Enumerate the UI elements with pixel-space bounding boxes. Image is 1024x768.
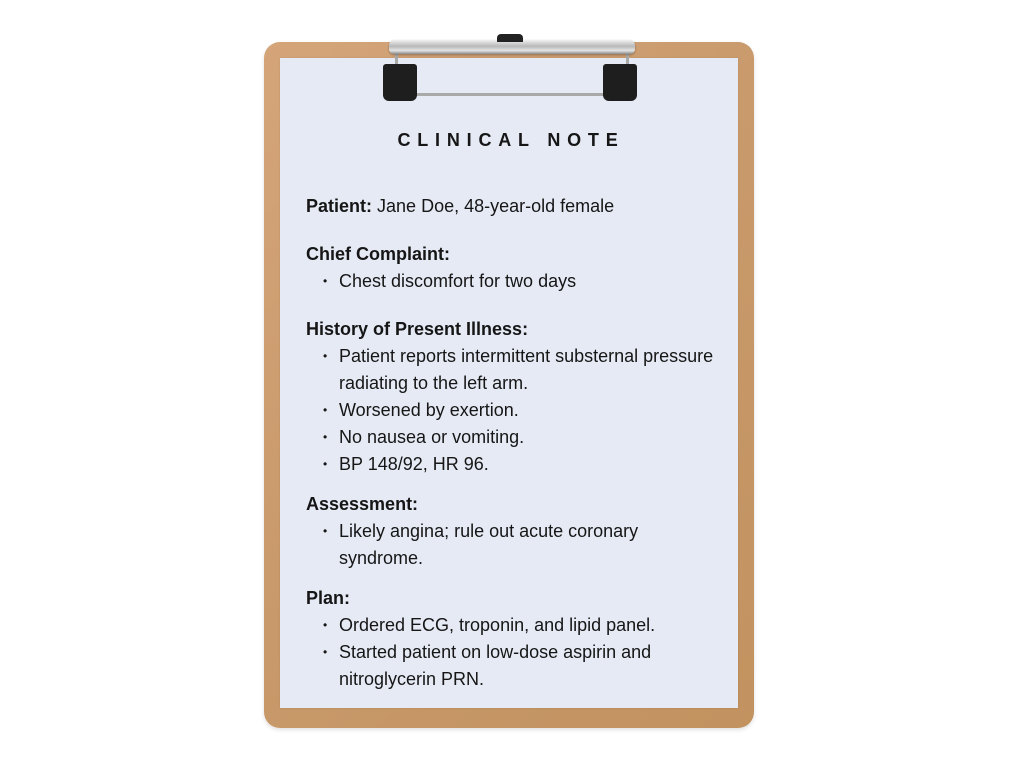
bullet-list <box>306 612 726 693</box>
list-item: • Started patient on low-dose aspirin and nitroglycerin PRN. <box>306 639 726 693</box>
note-title: CLINICAL NOTE <box>397 130 625 150</box>
list-item: • Likely angina; rule out acute coronary syndrome. <box>306 518 726 572</box>
clip-bar <box>389 40 635 54</box>
list-item: • No nausea or vomiting. <box>306 424 726 451</box>
bullet-list <box>306 343 726 478</box>
section-heading: Chief Complaint: <box>306 244 450 264</box>
section-history <box>306 316 726 478</box>
clip-knob <box>497 34 523 42</box>
clinical-note <box>306 126 726 693</box>
list-item: • Chest discomfort for two days <box>306 268 726 295</box>
section-heading: Assessment: <box>306 494 419 514</box>
patient-label: Patient: <box>306 196 373 216</box>
bullet-list <box>306 268 726 295</box>
section-heading: History of Present Illness: <box>306 319 529 339</box>
list-item: • BP 148/92, HR 96. <box>306 451 726 478</box>
clip-foot-left <box>383 64 417 101</box>
patient-line <box>306 193 726 220</box>
list-item: • Ordered ECG, troponin, and lipid panel. <box>306 612 726 639</box>
list-item: • Worsened by exertion. <box>306 397 726 424</box>
clip-wire <box>395 54 629 96</box>
section-assessment <box>306 491 726 572</box>
section-plan <box>306 585 726 693</box>
section-heading: Plan: <box>306 588 351 608</box>
section-chief-complaint <box>306 241 726 295</box>
clip-foot-right <box>603 64 637 101</box>
patient-value: Jane Doe, 48-year-old female <box>377 196 615 216</box>
list-item: • Patient reports intermittent substernal pressure radiating to the left arm. <box>306 343 726 397</box>
bullet-list <box>306 518 726 572</box>
